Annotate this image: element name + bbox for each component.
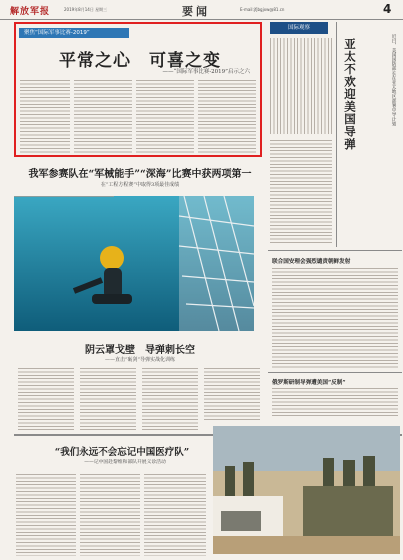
news-headline: 联合国安理会强烈谴责朝鲜发射	[272, 259, 351, 265]
newspaper-logo: 解放军报	[10, 7, 51, 17]
story-headline: 阴云罩戈壁 导弹刺长空	[85, 345, 195, 356]
body-text-column	[142, 368, 198, 430]
underwater-diver-image	[14, 196, 254, 331]
article-headline: 平常之心 可喜之变	[59, 51, 221, 71]
story-headline: 我军参赛队在“军械能手”“深海”比赛中获两项第一	[28, 169, 252, 180]
body-text-column	[80, 474, 140, 556]
page-number: 4	[383, 2, 392, 16]
body-text-column	[136, 80, 194, 154]
body-text-column	[272, 268, 398, 368]
story-headline: “我们永远不会忘记中国医疗队”	[54, 447, 190, 458]
vertical-headline: 亚太不欢迎美国导弹	[343, 38, 357, 151]
article-subhead: ——“国际军事比赛-2019”启示之六	[162, 69, 250, 75]
body-text-column	[80, 368, 136, 430]
body-text-column	[16, 474, 76, 556]
soldiers-photo	[213, 426, 400, 554]
divider	[268, 372, 402, 373]
article-kicker: 聚焦“国际军事比赛-2019”	[19, 28, 129, 38]
story-subhead: ——记中国赴黎维和部队开展义诊活动	[84, 460, 166, 465]
body-text-column	[144, 474, 206, 556]
divider	[336, 22, 337, 247]
column-badge: 国际观察	[270, 22, 328, 34]
body-text-column	[270, 38, 332, 134]
body-text-column	[272, 388, 398, 418]
diver-photo	[14, 196, 254, 331]
body-text-column	[20, 80, 70, 154]
issue-date: 2019年8月14日 星期三	[64, 7, 108, 12]
email-address: E-mail:jfjbgjxw@81.cn	[240, 7, 285, 12]
vertical-subhead: 近日，美国国防部长在亚太地区部署中导计划	[391, 34, 396, 126]
section-title: 要闻	[182, 5, 210, 18]
body-text-column	[198, 80, 256, 154]
body-text-column	[270, 140, 332, 244]
news-headline: 俄罗斯研制导弹遭美国“反制”	[272, 380, 346, 386]
soldiers-image	[213, 426, 400, 554]
body-text-column	[204, 368, 260, 420]
body-text-column	[74, 80, 132, 154]
body-text-column	[18, 368, 74, 430]
story-subhead: ——直击“砺剑”导弹实战化训练	[104, 357, 176, 363]
body-text-column	[14, 196, 114, 197]
story-subhead: 在“工程方程赛”中取得3项最佳成绩	[100, 182, 180, 188]
divider	[268, 250, 402, 251]
